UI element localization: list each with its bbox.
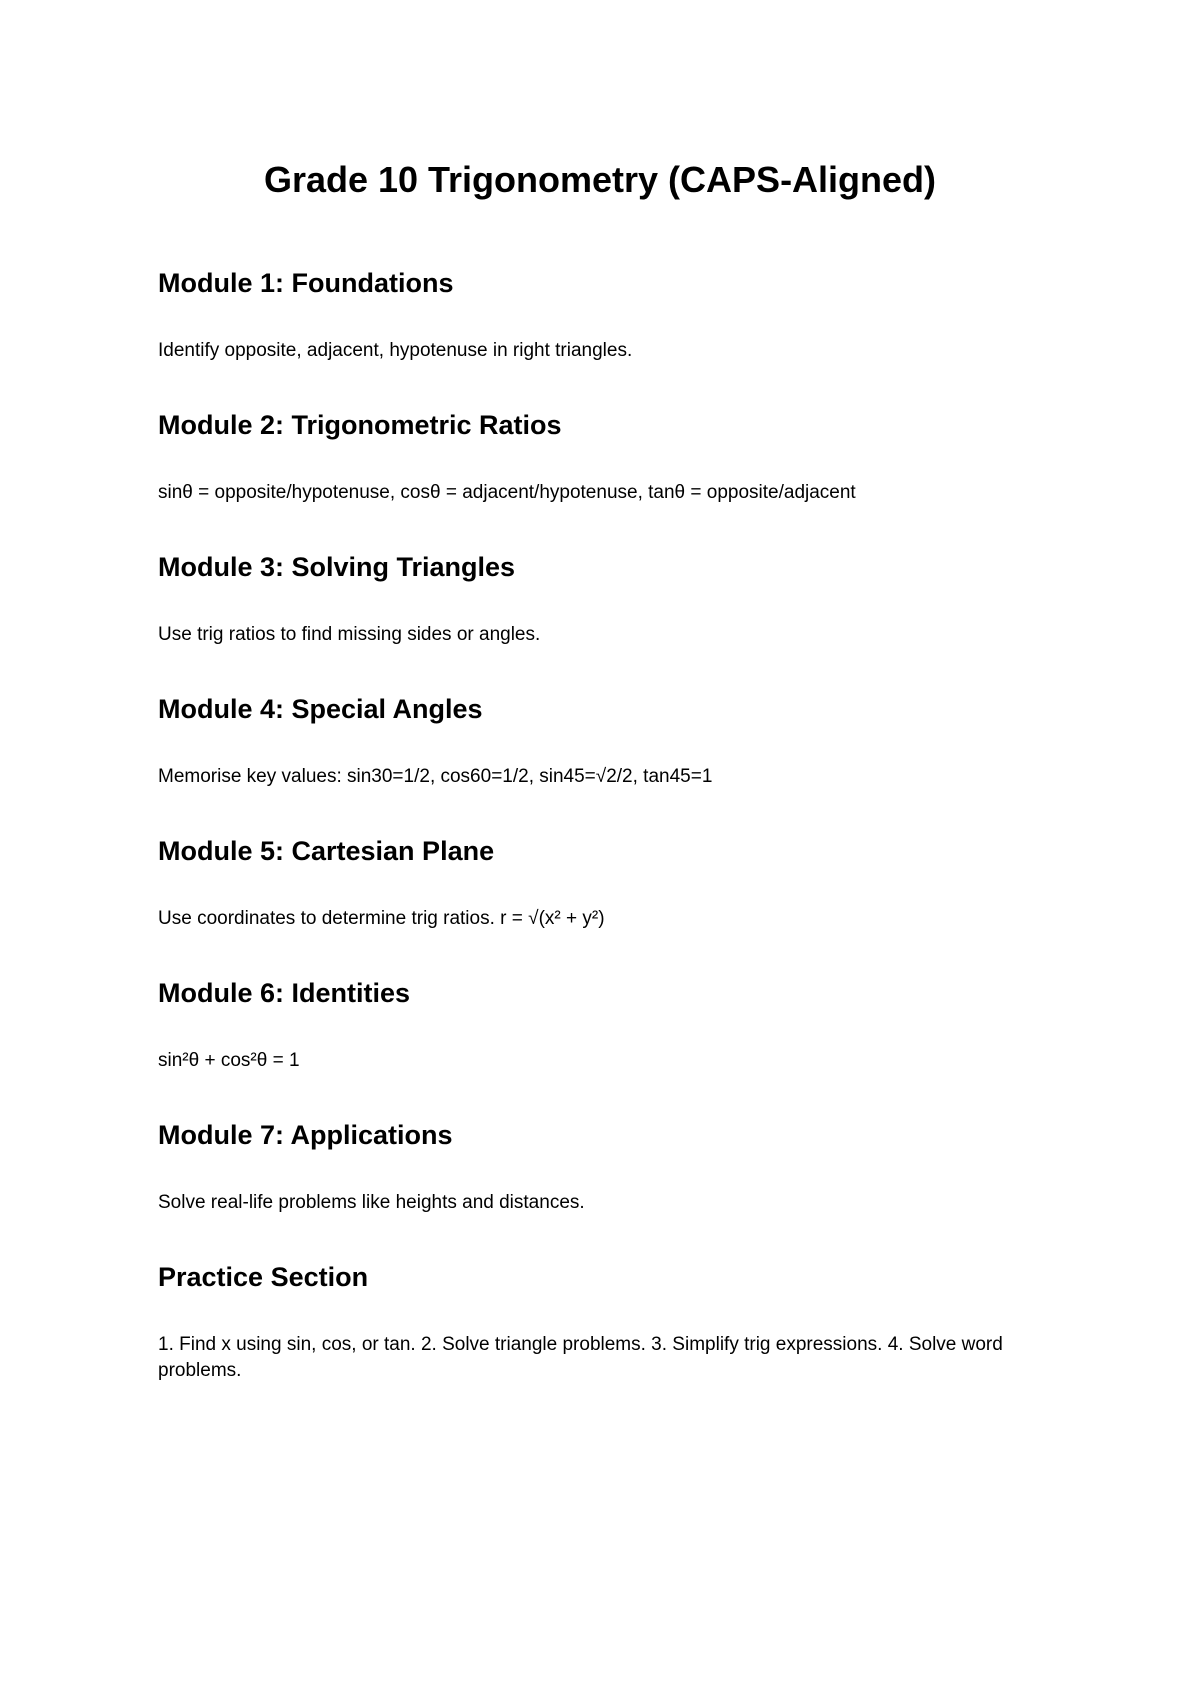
section-body: Use trig ratios to find missing sides or angles.: [158, 624, 541, 645]
section-heading: Module 6: Identities: [158, 978, 411, 1008]
section-body: Identify opposite, adjacent, hypotenuse in right triangles.: [158, 340, 633, 361]
section-practice: [158, 1260, 1038, 1384]
section-body: Use coordinates to determine trig ratios. r = √(x² + y²): [158, 908, 605, 929]
section-module-5: [158, 834, 1038, 932]
section-heading: Practice Section: [158, 1262, 369, 1292]
section-module-6: [158, 976, 1038, 1074]
section-heading: Module 7: Applications: [158, 1120, 453, 1150]
section-heading: Module 1: Foundations: [158, 268, 454, 298]
section-module-3: [158, 550, 1038, 648]
section-body: Memorise key values: sin30=1/2, cos60=1/2, sin45=√2/2, tan45=1: [158, 766, 713, 787]
section-body: sin²θ + cos²θ = 1: [158, 1050, 300, 1071]
section-body: 1. Find x using sin, cos, or tan. 2. Solve triangle problems. 3. Simplify trig expressions. 4. Solve word problems.: [158, 1334, 1003, 1381]
section-body: Solve real-life problems like heights and distances.: [158, 1192, 585, 1213]
section-module-2: [158, 408, 1038, 506]
section-module-4: [158, 692, 1038, 790]
section-body: sinθ = opposite/hypotenuse, cosθ = adjacent/hypotenuse, tanθ = opposite/adjacent: [158, 482, 856, 503]
section-heading: Module 5: Cartesian Plane: [158, 836, 495, 866]
section-heading: Module 2: Trigonometric Ratios: [158, 410, 562, 440]
section-module-7: [158, 1118, 1038, 1216]
section-heading: Module 3: Solving Triangles: [158, 552, 516, 582]
section-module-1: [158, 266, 1038, 364]
section-heading: Module 4: Special Angles: [158, 694, 483, 724]
document-title: Grade 10 Trigonometry (CAPS-Aligned): [263, 159, 937, 200]
